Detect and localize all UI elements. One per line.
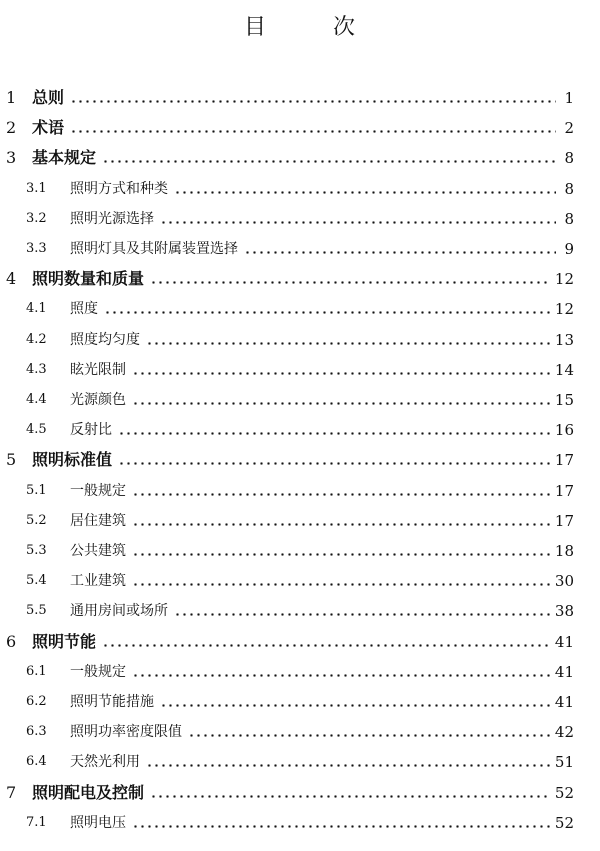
toc-entry-label: 眩光限制 [70, 362, 126, 378]
toc-dot-leader [70, 130, 556, 133]
toc-entry[interactable] [6, 265, 574, 289]
toc-entry[interactable] [26, 658, 574, 682]
toc-dot-leader [160, 704, 551, 707]
toc-entry[interactable] [26, 809, 574, 833]
toc-entry-label: 照明标准值 [32, 450, 113, 469]
toc-entry-label: 照明节能措施 [70, 694, 154, 710]
toc-entry-number: 6.1 [26, 664, 47, 679]
toc-entry[interactable] [6, 84, 574, 108]
toc-entry-label: 一般规定 [70, 664, 126, 680]
toc-entry[interactable] [6, 144, 574, 168]
title-char-2: 次 [333, 15, 356, 40]
toc-entry-page: 1 [564, 89, 574, 107]
toc-entry-label: 居住建筑 [70, 513, 126, 529]
toc-entry-page: 38 [554, 602, 574, 620]
toc-dot-leader [118, 432, 551, 435]
toc-dot-leader [244, 251, 556, 254]
toc-dot-leader [70, 100, 556, 103]
toc-entry[interactable] [26, 507, 574, 531]
toc-entry-number: 5.3 [26, 543, 47, 558]
toc-dot-leader [132, 674, 551, 677]
toc-entry-page: 9 [564, 240, 574, 258]
toc-entry-number: 5 [6, 450, 17, 469]
toc-entry-label: 照明电压 [70, 815, 126, 831]
toc-entry-page: 8 [564, 180, 574, 198]
toc-entry-number: 7 [6, 783, 17, 802]
toc-entry-page: 51 [554, 753, 574, 771]
toc-entry-label: 公共建筑 [70, 543, 126, 559]
toc-entry-number: 6.2 [26, 694, 47, 709]
toc-entry-number: 4.3 [26, 362, 47, 377]
toc-entry-page: 41 [554, 633, 574, 651]
toc-entry[interactable] [26, 205, 574, 229]
toc-entry-number: 1 [6, 88, 17, 107]
toc-entry[interactable] [26, 416, 574, 440]
toc-entry[interactable] [26, 356, 574, 380]
toc-entry-page: 17 [554, 512, 574, 530]
toc-dot-leader [146, 764, 551, 767]
toc-dot-leader [132, 583, 551, 586]
toc-entry-label: 一般规定 [70, 483, 126, 499]
toc-entry[interactable] [26, 235, 574, 259]
toc-dot-leader [188, 734, 551, 737]
toc-entry-page: 17 [554, 482, 574, 500]
toc-entry-number: 4.2 [26, 332, 47, 347]
toc-entry-label: 天然光利用 [70, 754, 140, 770]
toc-entry[interactable] [6, 114, 574, 138]
toc-entry-number: 5.1 [26, 483, 47, 498]
toc-entry-page: 18 [554, 542, 574, 560]
toc-entry-number: 6.4 [26, 754, 47, 769]
toc-entry-number: 6 [6, 632, 17, 651]
toc-dot-leader [132, 372, 551, 375]
toc-entry-label: 照明灯具及其附属装置选择 [70, 241, 238, 257]
toc-entry-page: 8 [564, 210, 574, 228]
toc-dot-leader [150, 795, 551, 798]
toc-entry-number: 4.1 [26, 301, 47, 316]
toc-entry-label: 工业建筑 [70, 573, 126, 589]
toc-dot-leader [132, 553, 551, 556]
toc-entry-label: 照明节能 [32, 632, 97, 651]
toc-entry-label: 光源颜色 [70, 392, 126, 408]
toc-entry[interactable] [6, 446, 574, 470]
toc-entry-label: 照明方式和种类 [70, 181, 168, 197]
toc-entry[interactable] [26, 567, 574, 591]
toc-entry-page: 42 [554, 723, 574, 741]
toc-entry-number: 3.2 [26, 211, 47, 226]
toc-entry[interactable] [26, 386, 574, 410]
toc-entry[interactable] [6, 628, 574, 652]
toc-entry-label: 照明数量和质量 [32, 269, 145, 288]
toc-dot-leader [132, 523, 551, 526]
toc-entry-number: 6.3 [26, 724, 47, 739]
toc-dot-leader [102, 160, 556, 163]
toc-entry-label: 照度均匀度 [70, 332, 140, 348]
toc-entry-page: 41 [554, 693, 574, 711]
toc-entry-page: 16 [554, 421, 574, 439]
toc-dot-leader [174, 191, 556, 194]
toc-entry-label: 照明功率密度限值 [70, 724, 182, 740]
toc-entry[interactable] [26, 597, 574, 621]
toc-entry-number: 5.4 [26, 573, 47, 588]
toc-dot-leader [104, 311, 551, 314]
toc-dot-leader [174, 613, 551, 616]
toc-entry-number: 4 [6, 269, 17, 288]
toc-entry-number: 4.5 [26, 422, 47, 437]
toc-entry[interactable] [6, 779, 574, 803]
toc-entry-label: 照明配电及控制 [32, 783, 145, 802]
toc-entry[interactable] [26, 326, 574, 350]
toc-entry-page: 2 [564, 119, 574, 137]
toc-entry-page: 13 [554, 331, 574, 349]
toc-entry[interactable] [26, 477, 574, 501]
toc-entry-label: 基本规定 [32, 148, 97, 167]
toc-entry-label: 通用房间或场所 [70, 603, 168, 619]
toc-entry[interactable] [26, 175, 574, 199]
toc-entry-number: 5.5 [26, 603, 47, 618]
toc-entry-page: 30 [554, 572, 574, 590]
toc-entry-number: 7.1 [26, 815, 47, 830]
toc-entry-page: 14 [554, 361, 574, 379]
title-char-1: 目 [244, 15, 267, 40]
toc-entry-label: 术语 [32, 118, 65, 137]
toc-entry-number: 4.4 [26, 392, 47, 407]
toc-entry[interactable] [26, 718, 574, 742]
toc-entry-number: 5.2 [26, 513, 47, 528]
toc-entry[interactable] [26, 295, 574, 319]
toc-dot-leader [132, 402, 551, 405]
toc-entry-number: 3.3 [26, 241, 47, 256]
toc-entry-label: 总则 [32, 88, 65, 107]
toc-entry-number: 3.1 [26, 181, 47, 196]
toc-entry-label: 照度 [70, 301, 98, 317]
toc-entry-page: 52 [554, 814, 574, 832]
toc-entry-page: 8 [564, 149, 574, 167]
toc-entry[interactable] [26, 537, 574, 561]
toc-entry-page: 17 [554, 451, 574, 469]
toc-entry-label: 照明光源选择 [70, 211, 154, 227]
toc-dot-leader [132, 493, 551, 496]
toc-entry-label: 反射比 [70, 422, 112, 438]
toc-dot-leader [118, 462, 551, 465]
toc-entry-page: 12 [554, 300, 574, 318]
toc-entry[interactable] [26, 748, 574, 772]
toc-dot-leader [146, 342, 551, 345]
toc-entry-page: 41 [554, 663, 574, 681]
toc-dot-leader [150, 281, 551, 284]
toc-dot-leader [160, 221, 556, 224]
toc-entry-page: 52 [554, 784, 574, 802]
toc-dot-leader [132, 825, 551, 828]
toc-entry[interactable] [26, 688, 574, 712]
toc-entry-number: 3 [6, 148, 17, 167]
toc-dot-leader [102, 644, 551, 647]
toc-entry-page: 15 [554, 391, 574, 409]
toc-entry-number: 2 [6, 118, 17, 137]
toc-entry-page: 12 [554, 270, 574, 288]
